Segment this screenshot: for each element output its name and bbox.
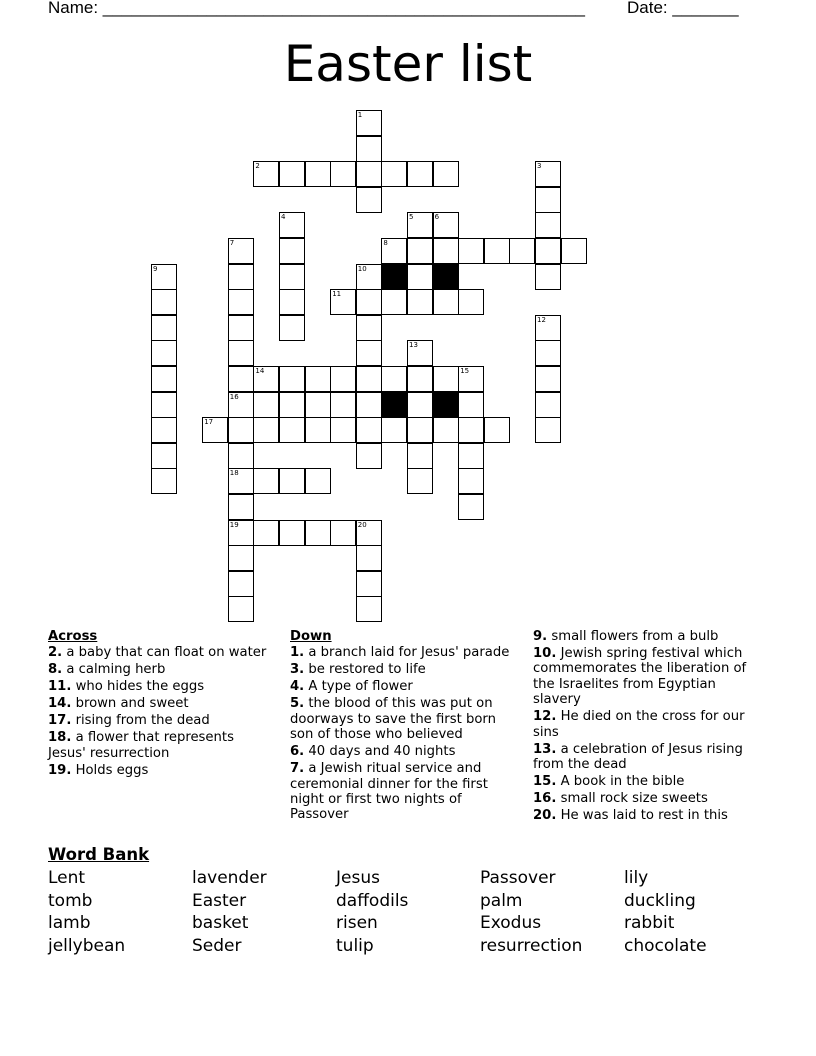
clue-number-label: 13. <box>533 741 557 757</box>
word-bank-word: duckling <box>624 890 696 911</box>
crossword-cell[interactable] <box>151 315 177 341</box>
crossword-cell[interactable] <box>535 340 561 366</box>
crossword-cell[interactable] <box>228 443 254 469</box>
crossword-cell[interactable] <box>356 187 382 213</box>
clue-number-label: 15. <box>533 774 557 790</box>
crossword-cell[interactable] <box>305 468 331 494</box>
word-bank-word: chocolate <box>624 935 707 956</box>
clue-text: rising from the dead <box>71 713 210 729</box>
word-bank-word: Lent <box>48 868 86 888</box>
clue-number: 6 <box>434 213 440 222</box>
clue-text: 40 days and 40 nights <box>304 744 456 760</box>
clue-text: Holds eggs <box>71 762 149 778</box>
crossword-cell[interactable] <box>407 443 433 469</box>
crossword-cell[interactable] <box>381 289 407 315</box>
clue-number-label: 7. <box>290 761 305 777</box>
crossword-cell[interactable] <box>484 238 510 264</box>
clue-item <box>48 696 273 711</box>
crossword-cell[interactable] <box>356 289 382 315</box>
crossword-cell[interactable] <box>381 238 407 264</box>
clue-text: He was laid to rest in this <box>556 808 728 824</box>
word-bank-word: Seder <box>192 935 242 956</box>
crossword-cell[interactable] <box>228 520 254 546</box>
clue-number-label: 12. <box>533 709 557 725</box>
crossword-cell[interactable] <box>407 340 433 366</box>
clue-number-label: 16. <box>533 791 557 807</box>
crossword-cell[interactable] <box>535 264 561 290</box>
clue-item <box>290 645 515 660</box>
clue-number-label: 5. <box>290 696 305 712</box>
crossword-cell[interactable] <box>253 520 279 546</box>
crossword-cell[interactable] <box>279 212 305 238</box>
clue-number: 16 <box>229 392 239 401</box>
clue-text: A type of flower <box>304 679 413 695</box>
clue-number: 19 <box>229 520 239 529</box>
across-clues <box>48 629 273 780</box>
crossword-cell[interactable] <box>279 417 305 443</box>
crossword-cell[interactable] <box>228 417 254 443</box>
word-bank-word: Jesus <box>336 868 380 888</box>
crossword-cell[interactable] <box>509 238 535 264</box>
crossword-cell[interactable] <box>279 289 305 315</box>
crossword-cell[interactable] <box>228 468 254 494</box>
crossword-cell[interactable] <box>151 468 177 494</box>
clue-text: a baby that can float on water <box>62 645 267 661</box>
crossword-cell[interactable] <box>228 264 254 290</box>
clue-number-label: 18. <box>48 730 72 746</box>
clue-item <box>48 730 273 761</box>
crossword-cell[interactable] <box>279 315 305 341</box>
clue-number: 11 <box>332 290 342 299</box>
crossword-cell[interactable] <box>356 110 382 136</box>
word-bank-word: rabbit <box>624 913 675 934</box>
word-bank-word: basket <box>192 913 249 934</box>
word-bank-word: tomb <box>48 890 93 911</box>
crossword-cell[interactable] <box>305 417 331 443</box>
clue-item <box>533 791 765 806</box>
clue-number: 15 <box>460 367 470 375</box>
crossword-cell[interactable] <box>458 443 484 469</box>
clue-number-label: 11. <box>48 679 72 695</box>
clue-number: 7 <box>229 239 235 247</box>
clue-number-label: 14. <box>48 696 72 712</box>
clue-text: who hides the eggs <box>71 679 205 695</box>
crossword-cell[interactable] <box>535 238 561 264</box>
word-bank-word: lily <box>624 868 649 888</box>
clue-number: 12 <box>537 315 546 324</box>
clue-number-label: 4. <box>290 679 305 695</box>
word-bank-word: palm <box>480 890 523 911</box>
clue-text: a Jewish ritual service and ceremonial dinner for the first night or first two nights of Passover <box>290 761 488 823</box>
crossword-cell[interactable] <box>279 264 305 290</box>
crossword-cell[interactable] <box>458 468 484 494</box>
word-bank-word: risen <box>336 913 378 934</box>
clue-text: brown and sweet <box>71 696 189 712</box>
crossword-cell[interactable] <box>484 417 510 443</box>
crossword-cell[interactable] <box>279 238 305 264</box>
clue-number: 17 <box>204 418 214 427</box>
crossword-cell[interactable] <box>356 417 382 443</box>
crossword-cell[interactable] <box>407 212 433 238</box>
word-bank-word: jellybean <box>48 935 126 956</box>
crossword-cell[interactable] <box>330 161 356 187</box>
crossword-cell[interactable] <box>407 366 433 392</box>
down-clues-continued <box>533 629 765 825</box>
crossword-cell[interactable] <box>279 366 305 392</box>
crossword-black-cell <box>433 264 459 290</box>
clue-number-label: 6. <box>290 744 305 760</box>
word-bank-word: tulip <box>336 935 374 956</box>
crossword-cell[interactable] <box>381 417 407 443</box>
word-bank-word: Easter <box>192 890 247 911</box>
crossword-cell[interactable] <box>535 161 561 187</box>
crossword-cell[interactable] <box>151 392 177 418</box>
clue-number: 18 <box>229 469 239 478</box>
clue-item <box>533 774 765 789</box>
crossword-cell[interactable] <box>253 161 279 187</box>
crossword-cell[interactable] <box>356 315 382 341</box>
crossword-cell[interactable] <box>458 392 484 418</box>
crossword-cell[interactable] <box>356 443 382 469</box>
clue-item <box>290 744 515 759</box>
crossword-cell[interactable] <box>356 545 382 571</box>
crossword-cell[interactable] <box>228 596 254 622</box>
clue-text: a calming herb <box>62 662 166 678</box>
crossword-cell[interactable] <box>279 392 305 418</box>
clue-number-label: 10. <box>533 646 557 661</box>
clue-number: 9 <box>153 264 158 273</box>
clue-number-label: 19. <box>48 762 72 778</box>
crossword-cell[interactable] <box>305 161 331 187</box>
crossword-cell[interactable] <box>228 238 254 264</box>
crossword-cell[interactable] <box>151 366 177 392</box>
crossword-cell[interactable] <box>228 289 254 315</box>
word-bank-word: lavender <box>192 868 267 888</box>
crossword-cell[interactable] <box>458 289 484 315</box>
crossword-cell[interactable] <box>407 417 433 443</box>
crossword-cell[interactable] <box>407 264 433 290</box>
crossword-black-cell <box>381 392 407 418</box>
clue-item <box>290 696 515 742</box>
clue-number-label: 3. <box>290 662 305 678</box>
clue-item <box>533 646 765 708</box>
page-title: Easter list <box>283 35 533 93</box>
crossword-cell[interactable] <box>330 289 356 315</box>
crossword-cell[interactable] <box>330 366 356 392</box>
date-field-label: Date: _______ <box>627 0 739 17</box>
clue-item <box>533 629 765 644</box>
crossword-cell[interactable] <box>151 340 177 366</box>
across-heading: Across <box>48 629 98 644</box>
clue-number: 20 <box>357 520 367 529</box>
clue-text: A book in the bible <box>556 774 685 790</box>
crossword-cell[interactable] <box>356 340 382 366</box>
crossword-cell[interactable] <box>279 468 305 494</box>
crossword-cell[interactable] <box>253 417 279 443</box>
clue-number: 13 <box>409 341 418 350</box>
clue-item <box>290 761 515 823</box>
crossword-cell[interactable] <box>433 238 459 264</box>
crossword-cell[interactable] <box>228 571 254 597</box>
word-bank-word: daffodils <box>336 890 409 911</box>
down-clues <box>290 629 515 824</box>
clue-number: 2 <box>255 162 260 171</box>
crossword-cell[interactable] <box>433 289 459 315</box>
crossword-cell[interactable] <box>330 417 356 443</box>
crossword-cell[interactable] <box>458 494 484 520</box>
crossword-cell[interactable] <box>356 596 382 622</box>
clue-number-label: 1. <box>290 645 305 661</box>
clue-number: 1 <box>357 111 363 119</box>
word-bank-word: Passover <box>480 868 556 888</box>
clue-text: a branch laid for Jesus' parade <box>304 645 510 661</box>
crossword-cell[interactable] <box>228 494 254 520</box>
clue-text: a flower that represents Jesus' resurrection <box>48 730 234 761</box>
clue-text: the blood of this was put on doorways to save the first born son of those who believed <box>290 696 496 743</box>
crossword-cell[interactable] <box>433 212 459 238</box>
crossword-cell[interactable] <box>151 417 177 443</box>
crossword-cell[interactable] <box>458 417 484 443</box>
clue-text: small flowers from a bulb <box>547 629 719 644</box>
clue-number-label: 2. <box>48 645 63 661</box>
crossword-cell[interactable] <box>202 417 228 443</box>
crossword-cell[interactable] <box>356 264 382 290</box>
clue-number-label: 9. <box>533 629 548 644</box>
clue-number: 10 <box>357 264 367 273</box>
crossword-black-cell <box>381 264 407 290</box>
crossword-cell[interactable] <box>279 520 305 546</box>
crossword-cell[interactable] <box>228 366 254 392</box>
clue-text: a celebration of Jesus rising from the dead <box>533 741 743 773</box>
clue-text: small rock size sweets <box>556 791 708 807</box>
crossword-cell[interactable] <box>458 366 484 392</box>
crossword-cell[interactable] <box>356 571 382 597</box>
crossword-cell[interactable] <box>253 468 279 494</box>
clue-item <box>533 709 765 740</box>
name-field-label: Name: ___________________________________________________ <box>48 0 585 17</box>
crossword-cell[interactable] <box>535 315 561 341</box>
clue-number-label: 20. <box>533 808 557 824</box>
clue-item <box>533 742 765 773</box>
clue-number: 14 <box>255 367 265 375</box>
clue-text: Jewish spring festival which commemorates the liberation of the Israelites from Egyptian slavery <box>533 646 747 708</box>
crossword-cell[interactable] <box>433 366 459 392</box>
clue-item <box>48 645 273 660</box>
clue-item <box>48 713 273 728</box>
crossword-cell[interactable] <box>356 392 382 418</box>
crossword-cell[interactable] <box>356 136 382 162</box>
crossword-cell[interactable] <box>407 468 433 494</box>
clue-number-label: 8. <box>48 662 63 678</box>
crossword-cell[interactable] <box>433 417 459 443</box>
crossword-cell[interactable] <box>535 392 561 418</box>
word-bank-word: resurrection <box>480 935 583 956</box>
crossword-cell[interactable] <box>228 392 254 418</box>
clue-number: 3 <box>537 162 542 171</box>
down-heading: Down <box>290 629 332 644</box>
crossword-cell[interactable] <box>535 212 561 238</box>
word-bank-heading: Word Bank <box>48 845 150 864</box>
crossword-cell[interactable] <box>356 161 382 187</box>
crossword-cell[interactable] <box>356 520 382 546</box>
crossword-cell[interactable] <box>407 238 433 264</box>
clue-item <box>48 763 273 778</box>
clue-item <box>533 808 765 823</box>
crossword-cell[interactable] <box>305 366 331 392</box>
word-bank <box>48 867 768 957</box>
word-bank-word: lamb <box>48 913 91 934</box>
crossword-cell[interactable] <box>561 238 587 264</box>
crossword-cell[interactable] <box>151 264 177 290</box>
clue-item <box>290 679 515 694</box>
clue-text: be restored to life <box>304 662 426 678</box>
clue-number: 8 <box>383 239 388 247</box>
clue-text: He died on the cross for our sins <box>533 709 745 740</box>
crossword-cell[interactable] <box>253 392 279 418</box>
clue-number: 5 <box>409 213 414 222</box>
crossword-cell[interactable] <box>330 392 356 418</box>
crossword-cell[interactable] <box>535 187 561 213</box>
crossword-cell[interactable] <box>535 417 561 443</box>
crossword-cell[interactable] <box>228 545 254 571</box>
crossword-cell[interactable] <box>458 238 484 264</box>
crossword-cell[interactable] <box>279 161 305 187</box>
clue-number: 4 <box>281 213 286 222</box>
clue-item <box>290 662 515 677</box>
clue-item <box>48 662 273 677</box>
word-bank-word: Exodus <box>480 913 542 934</box>
crossword-black-cell <box>433 392 459 418</box>
crossword-cell[interactable] <box>356 366 382 392</box>
crossword-cell[interactable] <box>407 161 433 187</box>
crossword-cell[interactable] <box>228 340 254 366</box>
crossword-cell[interactable] <box>407 392 433 418</box>
clue-item <box>48 679 273 694</box>
crossword-cell[interactable] <box>381 366 407 392</box>
crossword-cell[interactable] <box>433 161 459 187</box>
crossword-cell[interactable] <box>381 161 407 187</box>
crossword-cell[interactable] <box>535 366 561 392</box>
crossword-cell[interactable] <box>305 520 331 546</box>
crossword-cell[interactable] <box>253 366 279 392</box>
crossword-cell[interactable] <box>151 443 177 469</box>
crossword-cell[interactable] <box>407 289 433 315</box>
crossword-cell[interactable] <box>228 315 254 341</box>
clue-number-label: 17. <box>48 713 72 729</box>
crossword-cell[interactable] <box>330 520 356 546</box>
crossword-cell[interactable] <box>151 289 177 315</box>
crossword-cell[interactable] <box>305 392 331 418</box>
